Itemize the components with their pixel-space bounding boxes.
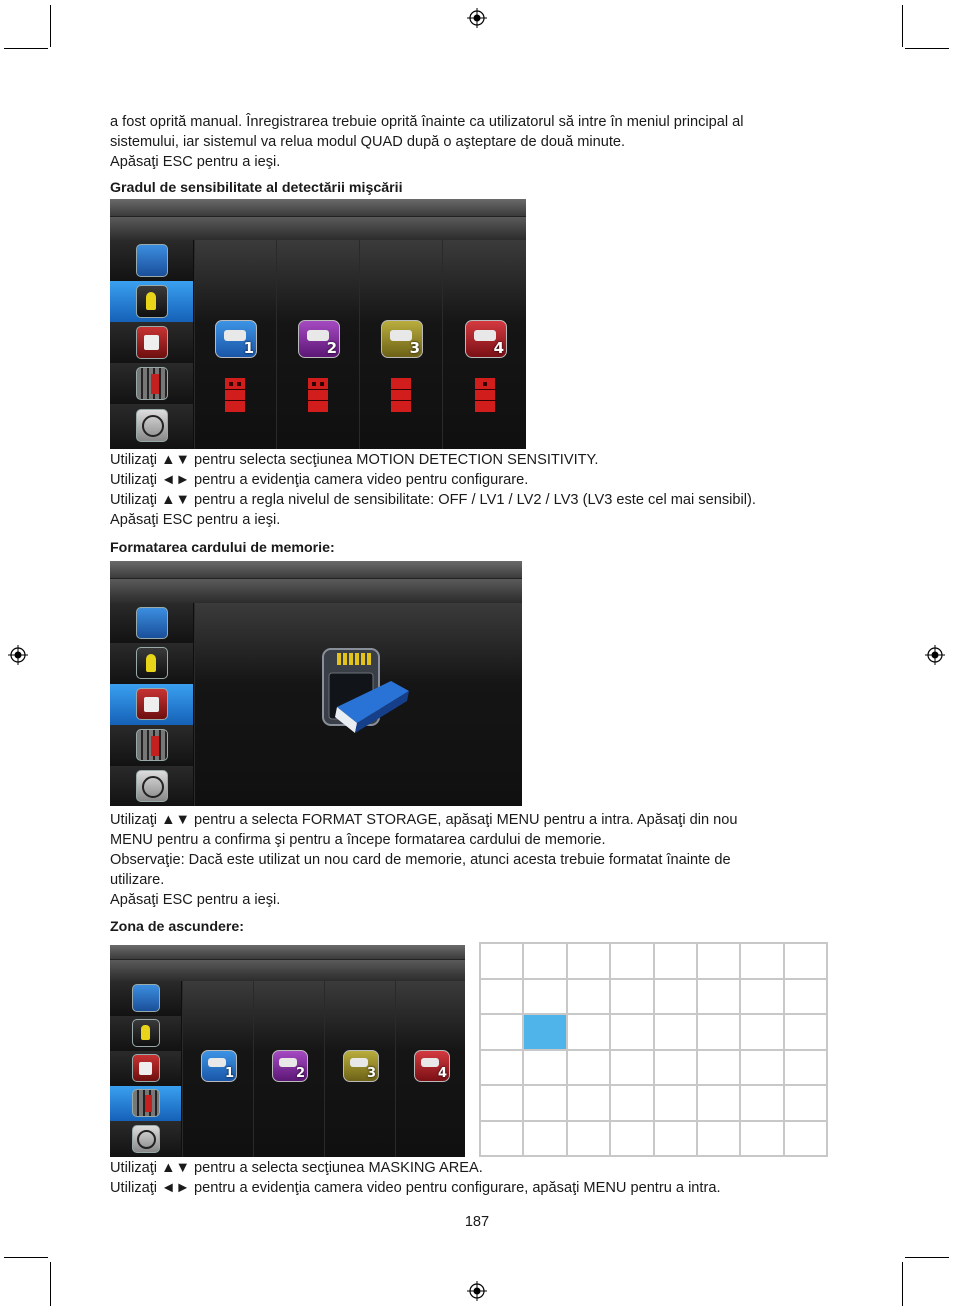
camera-number: 1 — [224, 1066, 234, 1081]
motion-sensor-icon — [136, 285, 168, 318]
menu-title-bar — [110, 945, 465, 959]
format-content-area — [194, 603, 522, 806]
text-line: MENU pentru a confirma şi pentru a începe formatarea cardului de memorie. — [110, 832, 606, 848]
menu-subtitle-bar — [110, 959, 465, 981]
mask-cell[interactable] — [568, 1015, 609, 1049]
sidebar-item-masking[interactable] — [110, 1086, 181, 1122]
masking-grid[interactable] — [479, 942, 828, 1157]
mask-cell[interactable] — [655, 1086, 696, 1120]
mask-cell[interactable] — [611, 1122, 652, 1156]
sd-card-icon — [136, 688, 168, 720]
camera-4-icon — [465, 320, 507, 358]
sidebar-item-masking[interactable] — [110, 363, 193, 405]
mask-cell[interactable] — [785, 1015, 826, 1049]
mask-cell[interactable] — [785, 1051, 826, 1085]
crop-mark — [4, 1257, 48, 1258]
camera-column-2[interactable] — [253, 981, 325, 1157]
text-line: Utilizaţi ◄► pentru a evidenţia camera video pentru configurare, apăsaţi MENU pentru a intra. — [110, 1180, 721, 1196]
text-line: Utilizaţi ▲▼ pentru a selecta FORMAT STORAGE, apăsaţi MENU pentru a intra. Apăsaţi din nou — [110, 812, 738, 828]
camera-number: 4 — [493, 339, 504, 357]
camera-column-4[interactable] — [442, 240, 526, 449]
page-number: 187 — [464, 1214, 490, 1230]
mask-cell[interactable] — [611, 944, 652, 978]
camera-2-icon — [272, 1050, 308, 1082]
camera-column-3[interactable] — [359, 240, 443, 449]
registration-mark-icon — [925, 645, 945, 665]
mask-cell[interactable] — [655, 1122, 696, 1156]
crop-mark — [50, 5, 51, 47]
camera-number: 3 — [409, 339, 420, 357]
mask-cell[interactable] — [655, 944, 696, 978]
mask-cell[interactable] — [524, 1051, 565, 1085]
mask-cell[interactable] — [741, 944, 782, 978]
mask-cell[interactable] — [568, 944, 609, 978]
motion-sensitivity-screen — [110, 199, 526, 449]
sidebar-item-motion[interactable] — [110, 643, 193, 685]
masking-area-icon — [136, 367, 168, 400]
sidebar-item-storage[interactable] — [110, 322, 193, 364]
mask-cell[interactable] — [785, 1086, 826, 1120]
mask-cell[interactable] — [524, 1086, 565, 1120]
menu-sidebar — [110, 603, 193, 806]
camera-number: 3 — [366, 1066, 376, 1081]
mask-cell[interactable] — [698, 944, 739, 978]
sidebar-item-timer[interactable] — [110, 1121, 181, 1157]
sidebar-item-motion[interactable] — [110, 281, 193, 323]
camera-1-icon — [201, 1050, 237, 1082]
mask-cell[interactable] — [741, 1015, 782, 1049]
mask-cell[interactable] — [611, 1086, 652, 1120]
intro-paragraph — [110, 112, 744, 172]
camera-4-icon — [414, 1050, 450, 1082]
text-line: Utilizaţi ▲▼ pentru a selecta secţiunea MASKING AREA. — [110, 1160, 483, 1176]
crop-mark — [50, 1262, 51, 1306]
masking-area-icon — [132, 1089, 160, 1117]
crop-mark — [905, 1257, 949, 1258]
camera-column-1[interactable] — [194, 240, 277, 449]
mask-cell[interactable] — [524, 944, 565, 978]
format-storage-screen — [110, 561, 522, 806]
camera-column-3[interactable] — [324, 981, 396, 1157]
mask-cell[interactable] — [741, 980, 782, 1014]
section-heading-format: Formatarea cardului de memorie: — [110, 540, 335, 556]
camera-number: 2 — [326, 339, 337, 357]
mask-cell[interactable] — [698, 1015, 739, 1049]
mask-cell[interactable] — [611, 1015, 652, 1049]
camera-number: 1 — [243, 339, 254, 357]
masking-area-icon — [136, 729, 168, 761]
camera-1-icon — [215, 320, 257, 358]
masking-area-screen — [110, 945, 465, 1157]
format-instructions — [110, 810, 738, 910]
record-settings-icon — [136, 607, 168, 639]
mask-cell[interactable] — [785, 980, 826, 1014]
timer-icon — [136, 409, 168, 442]
mask-cell[interactable] — [611, 1051, 652, 1085]
masking-instructions — [110, 1158, 721, 1198]
text-line: utilizare. — [110, 872, 165, 888]
record-settings-icon — [132, 984, 160, 1012]
text-line: Apăsaţi ESC pentru a ieşi. — [110, 892, 281, 908]
menu-sidebar — [110, 981, 181, 1157]
mask-cell[interactable] — [785, 1122, 826, 1156]
mask-cell[interactable] — [481, 1015, 522, 1049]
sd-card-icon — [132, 1054, 160, 1082]
registration-mark-icon — [8, 645, 28, 665]
sensitivity-level-bar — [308, 378, 328, 412]
sidebar-item-storage[interactable] — [110, 684, 193, 726]
mask-cell[interactable] — [698, 1051, 739, 1085]
text-line: Utilizaţi ◄► pentru a evidenţia camera video pentru configurare. — [110, 472, 529, 488]
sidebar-item-timer[interactable] — [110, 766, 193, 806]
motion-sensor-icon — [136, 647, 168, 679]
mask-cell[interactable] — [698, 1086, 739, 1120]
sensitivity-level-bar — [391, 378, 411, 412]
format-sd-card-eraser-icon — [317, 645, 413, 741]
mask-cell[interactable] — [698, 980, 739, 1014]
mask-cell[interactable] — [741, 1086, 782, 1120]
text-line: Observaţie: Dacă este utilizat un nou card de memorie, atunci acesta trebuie formatat înainte de — [110, 852, 731, 868]
mask-cell[interactable] — [568, 980, 609, 1014]
camera-column-4[interactable] — [395, 981, 465, 1157]
camera-3-icon — [343, 1050, 379, 1082]
camera-number: 4 — [437, 1066, 447, 1081]
text-line: Utilizaţi ▲▼ pentru a regla nivelul de sensibilitate: OFF / LV1 / LV2 / LV3 (LV3 este cel mai sensibil). — [110, 492, 756, 508]
sidebar-item-storage[interactable] — [110, 1051, 181, 1087]
timer-icon — [132, 1125, 160, 1153]
mask-cell[interactable] — [481, 944, 522, 978]
sensitivity-level-bar — [475, 378, 495, 412]
mask-cell[interactable] — [481, 1086, 522, 1120]
menu-subtitle-bar — [110, 578, 522, 603]
mask-cell[interactable] — [568, 1051, 609, 1085]
sensitivity-instructions — [110, 450, 756, 530]
mask-cell[interactable] — [568, 1086, 609, 1120]
sensitivity-level-bar — [225, 378, 245, 412]
mask-cell[interactable] — [568, 1122, 609, 1156]
mask-cell[interactable] — [655, 1015, 696, 1049]
camera-column-1[interactable] — [182, 981, 254, 1157]
camera-number: 2 — [295, 1066, 305, 1081]
section-heading-masking: Zona de ascundere: — [110, 919, 245, 935]
crop-mark — [902, 1262, 903, 1306]
menu-subtitle-bar — [110, 216, 526, 240]
record-settings-icon — [136, 244, 168, 277]
mask-cell[interactable] — [741, 1051, 782, 1085]
menu-title-bar — [110, 199, 526, 216]
mask-cell[interactable] — [655, 980, 696, 1014]
mask-cell[interactable] — [481, 980, 522, 1014]
section-heading-sensitivity: Gradul de sensibilitate al detectării mişcării — [110, 180, 403, 196]
sidebar-item-masking[interactable] — [110, 725, 193, 767]
sidebar-item-record[interactable] — [110, 981, 181, 1017]
mask-cell[interactable] — [785, 944, 826, 978]
sidebar-item-timer[interactable] — [110, 404, 193, 449]
mask-cell[interactable] — [741, 1122, 782, 1156]
crop-mark — [905, 48, 949, 49]
motion-sensor-icon — [132, 1019, 160, 1047]
crop-mark — [4, 48, 48, 49]
camera-2-icon — [298, 320, 340, 358]
text-line: Apăsaţi ESC pentru a ieşi. — [110, 512, 281, 528]
menu-sidebar — [110, 240, 193, 449]
text-line: Utilizaţi ▲▼ pentru selecta secţiunea MOTION DETECTION SENSITIVITY. — [110, 452, 599, 468]
camera-3-icon — [381, 320, 423, 358]
timer-icon — [136, 770, 168, 802]
menu-title-bar — [110, 561, 522, 578]
text-line: Apăsaţi ESC pentru a ieşi. — [110, 154, 281, 170]
registration-mark-icon — [467, 1281, 487, 1301]
mask-cell[interactable] — [481, 1051, 522, 1085]
mask-cell[interactable] — [698, 1122, 739, 1156]
mask-cell[interactable] — [655, 1051, 696, 1085]
mask-cell[interactable] — [524, 1122, 565, 1156]
sidebar-item-motion[interactable] — [110, 1016, 181, 1052]
mask-cell[interactable] — [524, 980, 565, 1014]
registration-mark-icon — [467, 8, 487, 28]
sidebar-item-record[interactable] — [110, 603, 193, 644]
text-line: a fost oprită manual. Înregistrarea trebuie oprită înainte ca utilizatorul să intre în meniul principal al — [110, 114, 744, 130]
mask-cell[interactable] — [611, 980, 652, 1014]
sidebar-item-record[interactable] — [110, 240, 193, 282]
crop-mark — [902, 5, 903, 47]
sd-card-icon — [136, 326, 168, 359]
mask-cell[interactable] — [481, 1122, 522, 1156]
mask-cell-selected[interactable] — [524, 1015, 565, 1049]
camera-column-2[interactable] — [276, 240, 360, 449]
text-line: sistemului, iar sistemul va relua modul QUAD după o aşteptare de două minute. — [110, 134, 626, 150]
